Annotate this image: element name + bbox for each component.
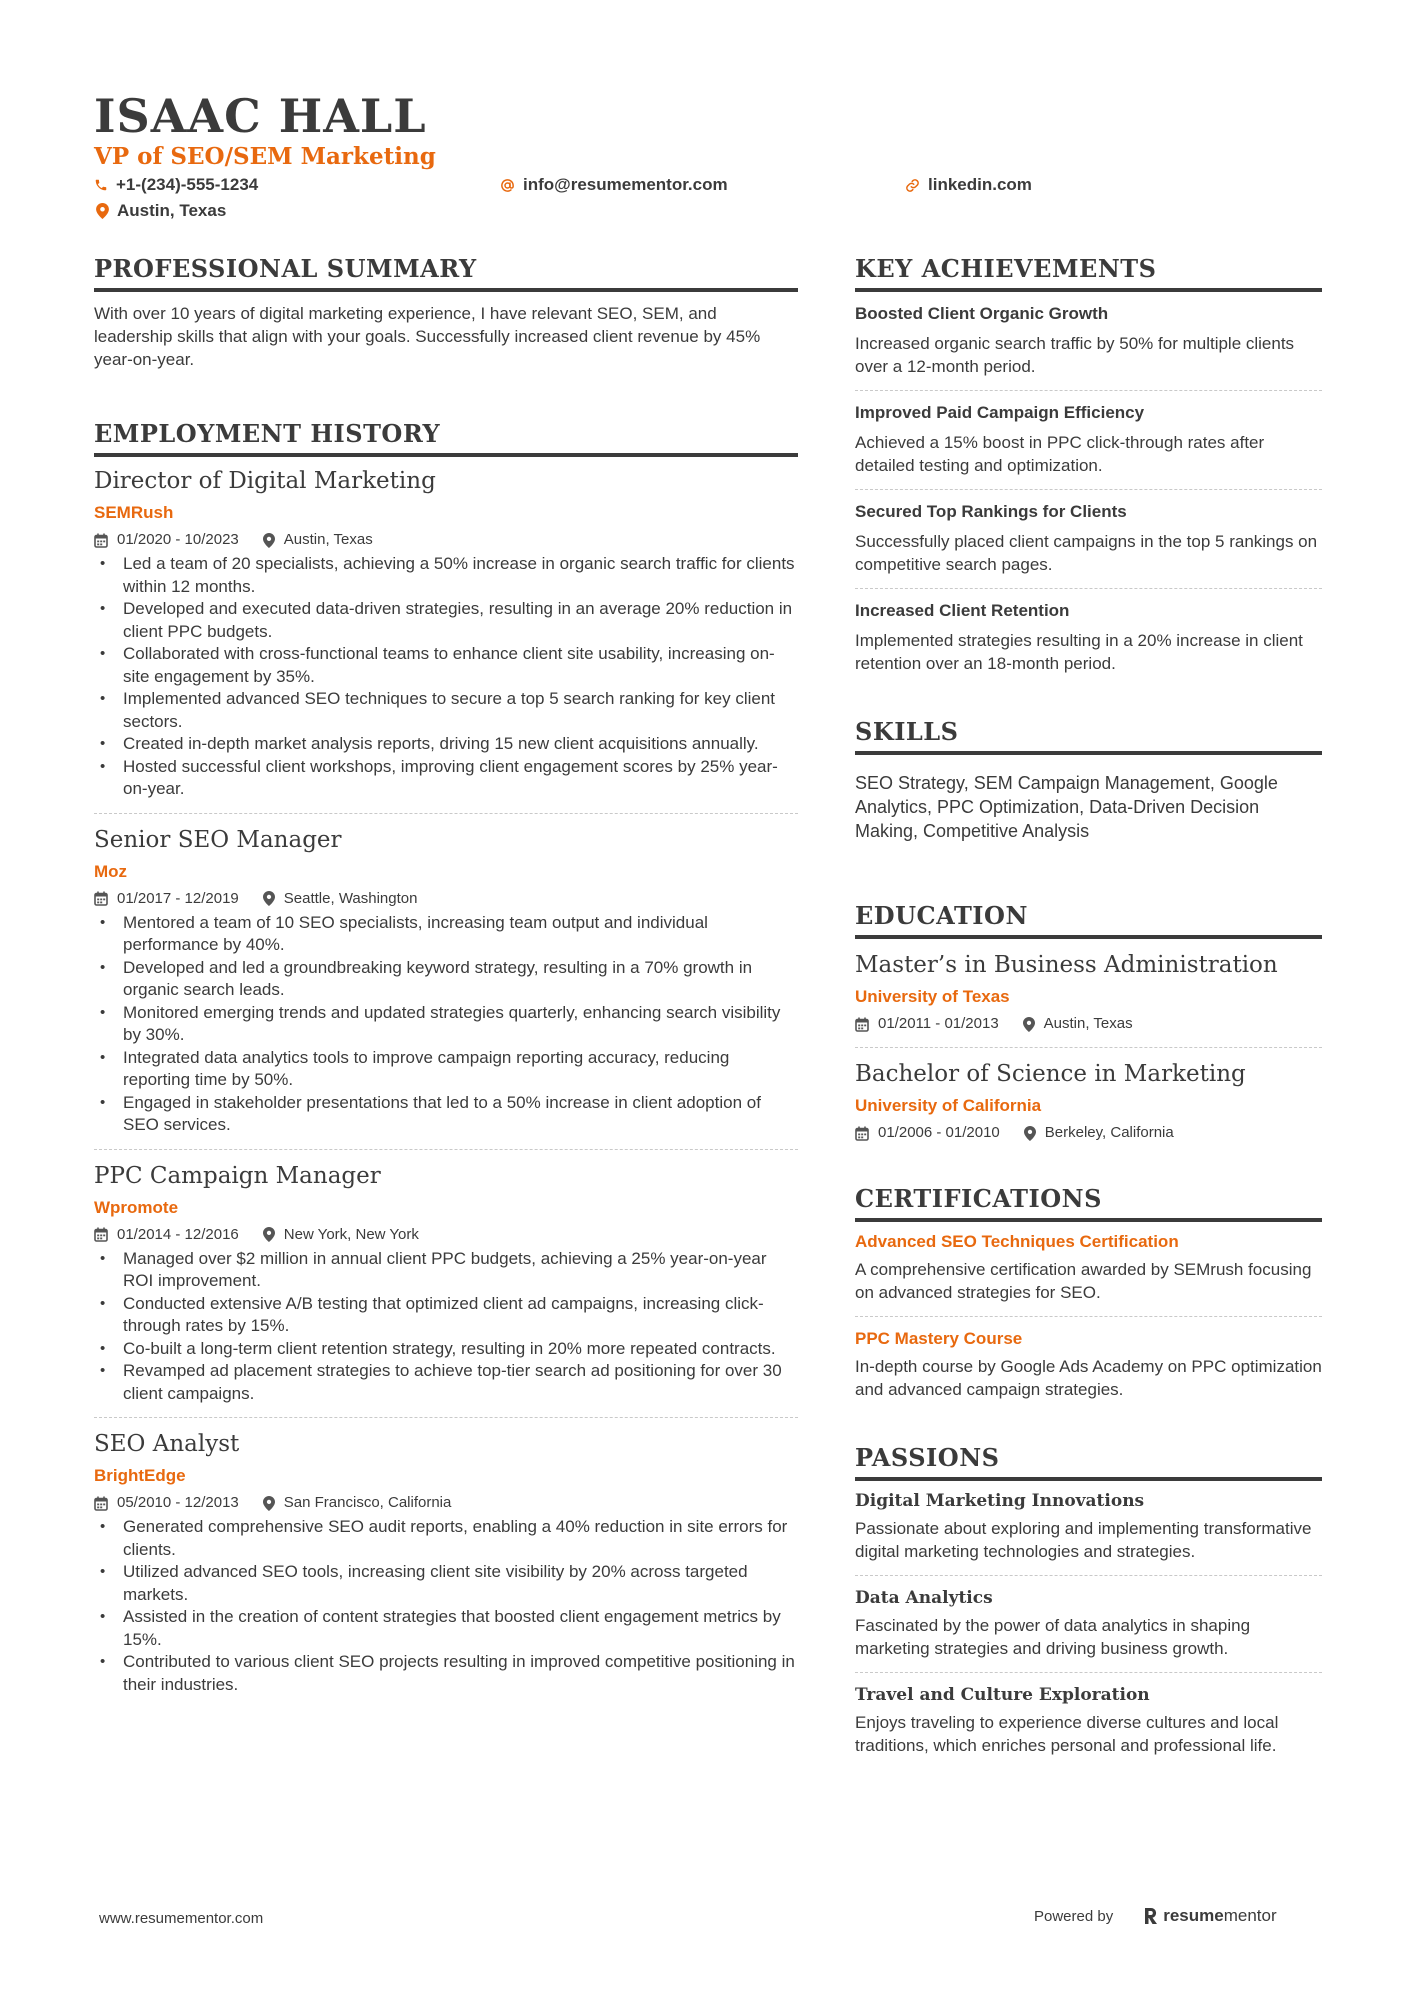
job-entry bbox=[94, 465, 798, 801]
dates bbox=[94, 1224, 239, 1246]
company-name: BrightEdge bbox=[94, 1466, 186, 1485]
dates bbox=[855, 1122, 1000, 1144]
bullet-item: • Utilized advanced SEO tools, increasing client site visibility by 20% across targeted markets. bbox=[94, 1561, 798, 1606]
date-range: 01/2014 - 12/2016 bbox=[117, 1225, 239, 1243]
company-name: Wpromote bbox=[94, 1197, 179, 1217]
certification-item bbox=[855, 1230, 1322, 1304]
location bbox=[1024, 1122, 1174, 1144]
calendar-icon bbox=[855, 1126, 869, 1141]
contact-linkedin[interactable] bbox=[905, 173, 1032, 197]
school-name: University of Texas bbox=[855, 987, 1010, 1006]
school-name: University of California bbox=[855, 1096, 1042, 1115]
date-location-row bbox=[94, 1492, 798, 1514]
bullet-item: • Implemented advanced SEO techniques to secure a top 5 search ranking for key client sectors. bbox=[94, 688, 798, 733]
bullet-item: • Engaged in stakeholder presentations that led to a 50% increase in client adoption of SEO services. bbox=[94, 1092, 798, 1137]
passion-title: Data Analytics bbox=[855, 1588, 993, 1608]
education-list bbox=[855, 949, 1322, 1144]
candidate-title: VP of SEO/SEM Marketing bbox=[94, 143, 436, 170]
location bbox=[263, 1492, 452, 1514]
candidate-name: ISAAC HALL bbox=[94, 89, 427, 143]
location-pin-icon bbox=[263, 891, 275, 906]
certification-text: A comprehensive certification awarded by SEMrush focusing on advanced strategies for SEO. bbox=[855, 1260, 1312, 1302]
achievements-heading: KEY ACHIEVEMENTS bbox=[855, 252, 1322, 292]
bullet-item: • Revamped ad placement strategies to achieve top-tier search ad positioning for over 30 client campaigns. bbox=[94, 1360, 798, 1405]
divider bbox=[855, 1672, 1322, 1673]
bullet-item: • Created in-depth market analysis reports, driving 15 new client acquisitions annually. bbox=[94, 733, 798, 756]
footer-powered bbox=[1034, 1906, 1277, 1926]
passion-item bbox=[855, 1586, 1322, 1660]
certifications-heading: CERTIFICATIONS bbox=[855, 1182, 1322, 1222]
achievement-text: Successfully placed client campaigns in the top 5 rankings on competitive search pages. bbox=[855, 532, 1318, 574]
job-title: PPC Campaign Manager bbox=[94, 1162, 381, 1189]
calendar-icon bbox=[855, 1017, 869, 1032]
bullet-item: • Co-built a long-term client retention strategy, resulting in 20% more repeated contracts. bbox=[94, 1338, 798, 1361]
education-item bbox=[855, 1058, 1322, 1144]
date-range: 01/2006 - 01/2010 bbox=[878, 1124, 1000, 1141]
divider bbox=[94, 813, 798, 814]
left-column bbox=[94, 252, 798, 1696]
date-range: 01/2011 - 01/2013 bbox=[878, 1015, 999, 1032]
job-entry bbox=[94, 1160, 798, 1406]
passion-text: Enjoys traveling to experience diverse cultures and local traditions, which enriches personal and professional life. bbox=[855, 1713, 1279, 1755]
location-pin-icon bbox=[263, 1496, 275, 1511]
achievements-list bbox=[855, 302, 1322, 675]
certification-title: Advanced SEO Techniques Certification bbox=[855, 1232, 1179, 1251]
achievement-title: Increased Client Retention bbox=[855, 601, 1070, 620]
resumementor-logo-icon bbox=[1143, 1907, 1158, 1925]
achievement-item bbox=[855, 599, 1322, 675]
location-label: San Francisco, California bbox=[283, 1494, 452, 1511]
divider bbox=[94, 1149, 798, 1150]
company-name: Moz bbox=[94, 861, 128, 881]
phone-text: +1-(234)-555-1234 bbox=[116, 175, 259, 194]
linkedin-text: linkedin.com bbox=[928, 175, 1032, 194]
passion-text: Passionate about exploring and implementing transformative digital marketing technologies and strategies. bbox=[855, 1519, 1312, 1561]
bullet-item: • Assisted in the creation of content strategies that boosted client engagement metrics by 15%. bbox=[94, 1606, 798, 1651]
certification-title: PPC Mastery Course bbox=[855, 1329, 1023, 1348]
phone-icon bbox=[94, 178, 108, 192]
skills-text: SEO Strategy, SEM Campaign Management, Google Analytics, PPC Optimization, Data-Driven Decision Making, Competitive Analysis bbox=[855, 773, 1278, 841]
bullet-item: • Contributed to various client SEO projects resulting in improved competitive positioning in their industries. bbox=[94, 1651, 798, 1696]
certification-text: In-depth course by Google Ads Academy on PPC optimization and advanced campaign strategies. bbox=[855, 1357, 1322, 1399]
location bbox=[263, 1224, 419, 1246]
divider bbox=[855, 390, 1322, 391]
employment-list bbox=[94, 465, 798, 1696]
achievement-item bbox=[855, 401, 1322, 477]
date-range: 05/2010 - 12/2013 bbox=[117, 1494, 239, 1511]
bullet-item: • Collaborated with cross-functional teams to enhance client site usability, increasing on-site engagement by 35%. bbox=[94, 643, 798, 688]
date-range: 01/2020 - 10/2023 bbox=[117, 531, 239, 548]
date-location-row bbox=[855, 1013, 1322, 1035]
date-location-row bbox=[855, 1122, 1322, 1144]
location-label: Austin, Texas bbox=[283, 531, 373, 548]
link-icon bbox=[905, 178, 920, 193]
brand-logo[interactable] bbox=[1143, 1906, 1276, 1926]
dates bbox=[94, 1492, 239, 1514]
calendar-icon bbox=[94, 891, 108, 906]
achievement-title: Improved Paid Campaign Efficiency bbox=[855, 403, 1145, 422]
achievement-item bbox=[855, 302, 1322, 378]
calendar-icon bbox=[94, 1227, 108, 1242]
education-item bbox=[855, 949, 1322, 1035]
location-pin-icon bbox=[263, 533, 275, 548]
calendar-icon bbox=[94, 533, 108, 548]
passion-item bbox=[855, 1489, 1322, 1563]
divider bbox=[855, 1316, 1322, 1317]
summary-heading: PROFESSIONAL SUMMARY bbox=[94, 252, 798, 292]
achievement-text: Implemented strategies resulting in a 20% increase in client retention over an 18-month period. bbox=[855, 631, 1303, 673]
education-heading: EDUCATION bbox=[855, 899, 1322, 939]
location-text: Austin, Texas bbox=[117, 201, 227, 220]
dates bbox=[94, 888, 239, 910]
achievement-item bbox=[855, 500, 1322, 576]
achievement-title: Secured Top Rankings for Clients bbox=[855, 502, 1127, 521]
certification-item bbox=[855, 1327, 1322, 1401]
job-bullets bbox=[94, 912, 798, 1137]
divider bbox=[855, 588, 1322, 589]
bullet-item: • Conducted extensive A/B testing that optimized client ad campaigns, increasing click-through rates by 15%. bbox=[94, 1293, 798, 1338]
location-label: Berkeley, California bbox=[1044, 1124, 1174, 1141]
location-label: Seattle, Washington bbox=[283, 889, 418, 907]
passions-list bbox=[855, 1489, 1322, 1757]
certifications-list bbox=[855, 1230, 1322, 1401]
location-pin-icon bbox=[96, 203, 109, 219]
divider bbox=[94, 1417, 798, 1418]
bullet-item: • Generated comprehensive SEO audit reports, enabling a 40% reduction in site errors for clients. bbox=[94, 1516, 798, 1561]
degree-title: Bachelor of Science in Marketing bbox=[855, 1061, 1246, 1087]
divider bbox=[855, 489, 1322, 490]
date-range: 01/2017 - 12/2019 bbox=[117, 889, 239, 907]
location-pin-icon bbox=[263, 1227, 275, 1242]
bullet-item: • Developed and led a groundbreaking keyword strategy, resulting in a 70% growth in organic search leads. bbox=[94, 957, 798, 1002]
job-title: Director of Digital Marketing bbox=[94, 468, 436, 494]
contact-location bbox=[96, 199, 226, 223]
passion-title: Travel and Culture Exploration bbox=[855, 1685, 1150, 1705]
contact-email[interactable] bbox=[500, 173, 728, 197]
brand-name-bold: resume bbox=[1163, 1906, 1224, 1925]
employment-heading: EMPLOYMENT HISTORY bbox=[94, 417, 798, 457]
bullet-item: • Hosted successful client workshops, improving client engagement scores by 25% year-on-year. bbox=[94, 756, 798, 801]
footer-website[interactable]: www.resumementor.com bbox=[99, 1910, 264, 1927]
location bbox=[1023, 1013, 1133, 1035]
job-bullets bbox=[94, 1516, 798, 1696]
right-column bbox=[855, 252, 1322, 1757]
dates bbox=[94, 529, 239, 551]
bullet-item: • Integrated data analytics tools to improve campaign reporting accuracy, reducing reporting time by 50%. bbox=[94, 1047, 798, 1092]
passion-item bbox=[855, 1683, 1322, 1757]
contact-phone[interactable] bbox=[94, 173, 258, 197]
dates bbox=[855, 1013, 999, 1035]
passion-text: Fascinated by the power of data analytics in shaping marketing strategies and driving business growth. bbox=[855, 1616, 1251, 1658]
achievement-text: Achieved a 15% boost in PPC click-through rates after detailed testing and optimization. bbox=[855, 433, 1265, 475]
skills-heading: SKILLS bbox=[855, 715, 1322, 755]
powered-by-text: Powered by bbox=[1034, 1907, 1114, 1925]
divider bbox=[855, 1575, 1322, 1576]
location-pin-icon bbox=[1023, 1017, 1035, 1032]
job-entry bbox=[94, 1428, 798, 1696]
divider bbox=[855, 1047, 1322, 1048]
job-entry bbox=[94, 824, 798, 1137]
brand-name-thin: mentor bbox=[1223, 1906, 1277, 1925]
job-title: Senior SEO Manager bbox=[94, 826, 342, 853]
bullet-item: • Managed over $2 million in annual client PPC budgets, achieving a 25% year-on-year ROI improvement. bbox=[94, 1248, 798, 1293]
location-label: Austin, Texas bbox=[1043, 1015, 1133, 1032]
degree-title: Master’s in Business Administration bbox=[855, 952, 1278, 978]
bullet-item: • Mentored a team of 10 SEO specialists, increasing team output and individual performance by 40%. bbox=[94, 912, 798, 957]
bullet-item: • Led a team of 20 specialists, achieving a 50% increase in organic search traffic for clients within 12 months. bbox=[94, 553, 798, 598]
location-label: New York, New York bbox=[283, 1225, 419, 1243]
at-icon bbox=[500, 178, 515, 193]
passion-title: Digital Marketing Innovations bbox=[855, 1491, 1145, 1511]
email-text: info@resumementor.com bbox=[523, 175, 728, 194]
company-name: SEMRush bbox=[94, 503, 174, 522]
date-location-row bbox=[94, 529, 798, 551]
summary-text: With over 10 years of digital marketing experience, I have relevant SEO, SEM, and leadership skills that align with your goals. Successfully increased client revenue by 45% year-on-year. bbox=[94, 304, 761, 369]
job-bullets bbox=[94, 1248, 798, 1406]
location bbox=[263, 888, 418, 910]
bullet-item: • Monitored emerging trends and updated strategies quarterly, enhancing search visibility by 30%. bbox=[94, 1002, 798, 1047]
date-location-row bbox=[94, 888, 798, 910]
achievement-text: Increased organic search traffic by 50% for multiple clients over a 12-month period. bbox=[855, 334, 1295, 376]
achievement-title: Boosted Client Organic Growth bbox=[855, 304, 1109, 323]
job-bullets bbox=[94, 553, 798, 801]
job-title: SEO Analyst bbox=[94, 1431, 240, 1457]
passions-heading: PASSIONS bbox=[855, 1441, 1322, 1481]
date-location-row bbox=[94, 1224, 798, 1246]
location-pin-icon bbox=[1024, 1126, 1036, 1141]
bullet-item: • Developed and executed data-driven strategies, resulting in an average 20% reduction in client PPC budgets. bbox=[94, 598, 798, 643]
calendar-icon bbox=[94, 1496, 108, 1511]
location bbox=[263, 529, 373, 551]
